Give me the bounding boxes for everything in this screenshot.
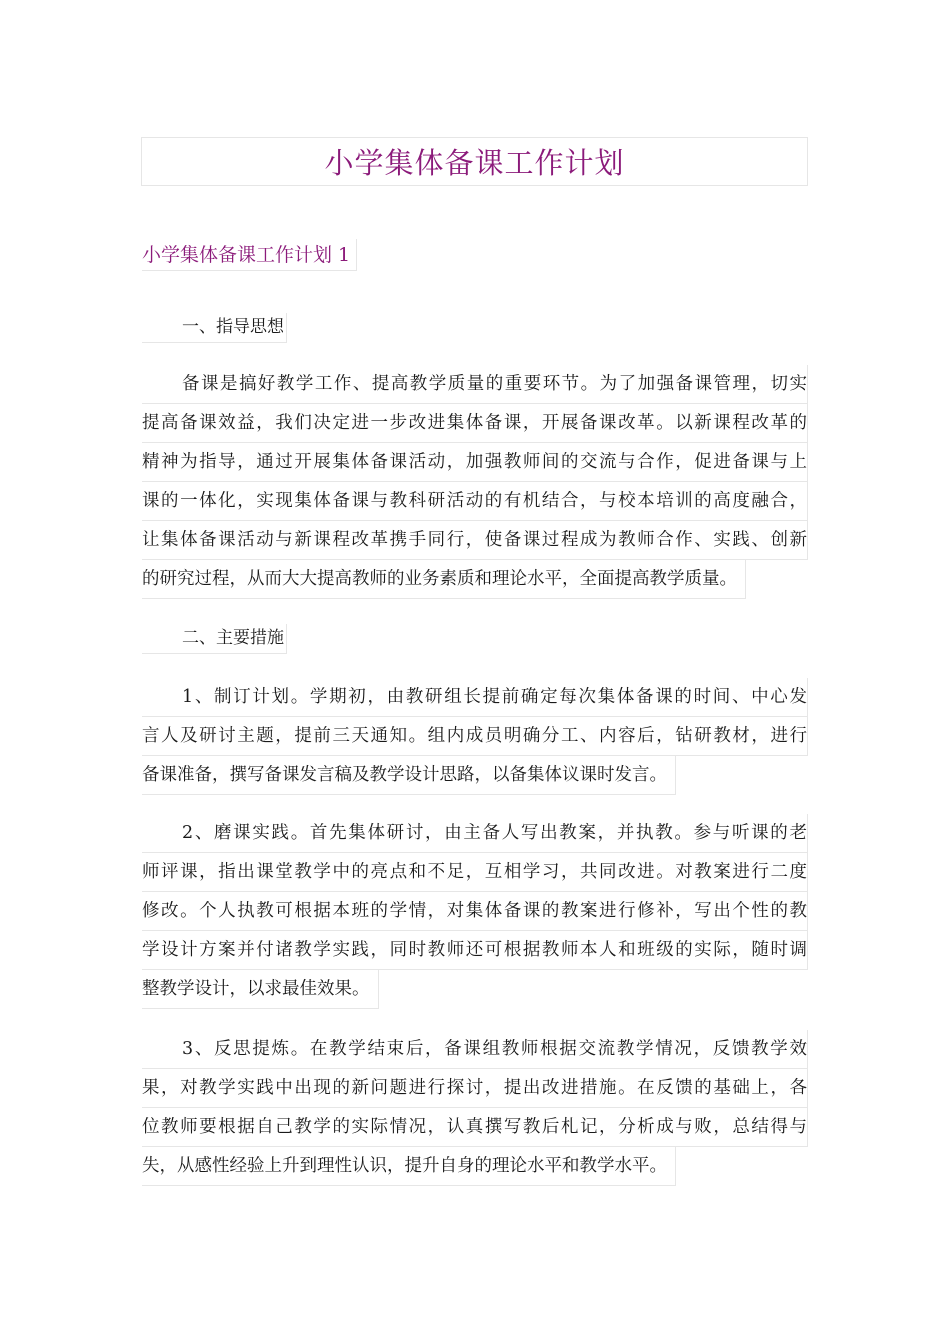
text-line: 提高备课效益，我们决定进一步改进集体备课，开展备课改革。以新课程改革的: [142, 404, 808, 443]
text-line: 师评课，指出课堂教学中的亮点和不足，互相学习，共同改进。对教案进行二度: [142, 853, 808, 892]
section-heading-guiding-thought: 一、指导思想: [142, 313, 287, 343]
text-line: 备课是搞好教学工作、提高教学质量的重要环节。为了加强备课管理，切实: [142, 365, 808, 404]
text-line: 修改。个人执教可根据本班的学情，对集体备课的教案进行修补，写出个性的教: [142, 892, 808, 931]
text-line: 的研究过程，从而大大提高教师的业务素质和理论水平，全面提高教学质量。: [142, 560, 746, 599]
paragraph-guiding-thought: [142, 365, 808, 603]
text-line: 整教学设计，以求最佳效果。: [142, 970, 379, 1009]
document-subtitle: 小学集体备课工作计划 1: [142, 239, 357, 271]
paragraph-measure-1: [142, 678, 808, 799]
text-line: 1、制订计划。学期初，由教研组长提前确定每次集体备课的时间、中心发: [142, 678, 808, 717]
text-line: 位教师要根据自己教学的实际情况，认真撰写教后札记，分析成与败，总结得与: [142, 1108, 808, 1147]
document-title: 小学集体备课工作计划: [141, 137, 808, 186]
text-line: 言人及研讨主题，提前三天通知。组内成员明确分工、内容后，钻研教材，进行: [142, 717, 808, 756]
text-line: 失，从感性经验上升到理性认识，提升自身的理论水平和教学水平。: [142, 1147, 676, 1186]
text-line: 3、反思提炼。在教学结束后，备课组教师根据交流教学情况，反馈教学效: [142, 1030, 808, 1069]
text-line: 2、磨课实践。首先集体研讨，由主备人写出教案，并执教。参与听课的老: [142, 814, 808, 853]
section-heading-main-measures: 二、主要措施: [142, 624, 287, 654]
text-line: 学设计方案并付诸教学实践，同时教师还可根据教师本人和班级的实际，随时调: [142, 931, 808, 970]
text-line: 课的一体化，实现集体备课与教科研活动的有机结合，与校本培训的高度融合，: [142, 482, 808, 521]
text-line: 让集体备课活动与新课程改革携手同行，使备课过程成为教师合作、实践、创新: [142, 521, 808, 560]
paragraph-measure-3: [142, 1030, 808, 1190]
paragraph-measure-2: [142, 814, 808, 1013]
text-line: 果，对教学实践中出现的新问题进行探讨，提出改进措施。在反馈的基础上，各: [142, 1069, 808, 1108]
text-line: 备课准备，撰写备课发言稿及教学设计思路，以备集体议课时发言。: [142, 756, 676, 795]
text-line: 精神为指导，通过开展集体备课活动，加强教师间的交流与合作，促进备课与上: [142, 443, 808, 482]
